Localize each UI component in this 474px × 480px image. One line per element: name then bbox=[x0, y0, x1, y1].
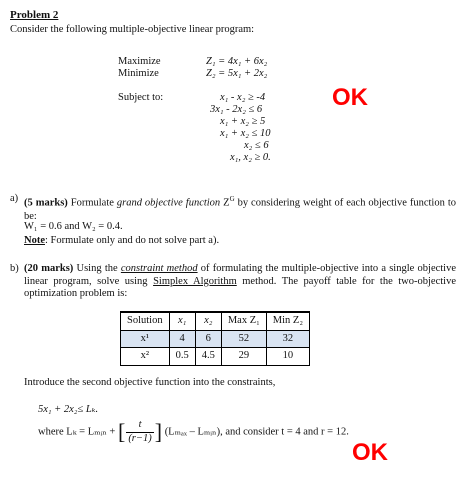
row1-x1: 4 bbox=[169, 330, 195, 348]
payoff-table bbox=[120, 311, 310, 366]
constraint-1: x₁ - x₂ ≥ -4 bbox=[220, 92, 266, 103]
fraction-denominator: (r−1) bbox=[128, 432, 152, 444]
problem-heading: Problem 2 bbox=[10, 9, 59, 21]
row1-solution: x¹ bbox=[121, 330, 170, 348]
row1-min-z2: 32 bbox=[266, 330, 309, 348]
part-a-text1: Formulate bbox=[67, 197, 117, 209]
where-prefix: where Lₖ = Lₘᵢₙ + bbox=[38, 426, 118, 438]
part-b-text1: Using the bbox=[73, 263, 121, 274]
header-x2: x₂ bbox=[195, 312, 221, 330]
part-a-text3: by considering weight of each objective function to be: bbox=[24, 197, 456, 222]
part-a-prefix: a) bbox=[10, 193, 19, 204]
part-b-text bbox=[24, 263, 456, 301]
part-b-marks: (20 marks) bbox=[24, 263, 74, 274]
row1-x2: 6 bbox=[195, 330, 221, 348]
left-bracket: [ bbox=[117, 419, 126, 444]
fraction bbox=[126, 419, 153, 445]
part-b-text3: method. The payoff table for the two-objective optimization problem is: bbox=[24, 275, 456, 299]
part-a-sup: G bbox=[229, 195, 235, 203]
part-b-prefix: b) bbox=[10, 263, 19, 274]
problem-intro: Consider the following multiple-objective linear program: bbox=[10, 24, 255, 35]
header-solution: Solution bbox=[121, 312, 170, 330]
part-a-term: grand objective function bbox=[116, 197, 221, 209]
fraction-numerator: t bbox=[126, 419, 153, 433]
table-row bbox=[121, 330, 310, 348]
subject-to-label: Subject to: bbox=[118, 92, 164, 103]
header-min-z2: Min Z₂ bbox=[266, 312, 309, 330]
note-text: : Formulate only and do not solve part a). bbox=[45, 235, 220, 246]
payoff-header-row bbox=[121, 312, 310, 330]
part-b-method: Simplex Algorithm bbox=[153, 275, 237, 287]
right-bracket: ] bbox=[154, 419, 163, 444]
introduce-line: Introduce the second objective function into the constraints, bbox=[24, 377, 276, 388]
row2-max-z1: 29 bbox=[221, 348, 266, 366]
note-line bbox=[24, 235, 219, 248]
minimize-label: Minimize bbox=[118, 68, 159, 79]
constraint-4: x₁ + x₂ ≤ 10 bbox=[220, 128, 271, 139]
part-b-term: constraint method bbox=[120, 263, 198, 274]
header-x1: x₁ bbox=[169, 312, 195, 330]
where-suffix: (Lₘₐₓ – Lₘᵢₙ), and consider t = 4 and r = 12. bbox=[162, 426, 349, 438]
constraint-6: x₁, x₂ ≥ 0. bbox=[230, 152, 271, 163]
constraint-2: 3x₁ - 2x₂ ≤ 6 bbox=[210, 104, 263, 115]
header-max-z1: Max Z₁ bbox=[221, 312, 266, 330]
part-a-marks: (5 marks) bbox=[24, 197, 68, 209]
row1-max-z1: 52 bbox=[221, 330, 266, 348]
table-row bbox=[121, 348, 310, 366]
part-a-text2: Z bbox=[220, 197, 230, 209]
part-a-text bbox=[24, 193, 456, 223]
part-b-text2: of formulating the multiple-objective into a single objective linear program, solve using bbox=[24, 263, 457, 287]
constraint-5: x₂ ≤ 6 bbox=[244, 140, 269, 151]
row2-x1: 0.5 bbox=[169, 348, 195, 366]
weights-line: W₁ = 0.6 and W₂ = 0.4. bbox=[24, 221, 123, 232]
row2-solution: x² bbox=[121, 348, 170, 366]
where-line bbox=[38, 419, 349, 445]
row2-x2: 4.5 bbox=[195, 348, 221, 366]
constraint-expression: 5x₁ + 2x₂≤ Lₖ. bbox=[38, 404, 99, 415]
objective-z1: Z₁ = 4x₁ + 6x₂ bbox=[206, 56, 268, 67]
ok-stamp-bottom: OK bbox=[352, 439, 388, 466]
maximize-label: Maximize bbox=[118, 56, 161, 67]
constraint-3: x₁ + x₂ ≥ 5 bbox=[220, 116, 266, 127]
ok-stamp-top: OK bbox=[332, 84, 368, 111]
row2-min-z2: 10 bbox=[266, 348, 309, 366]
objective-z2: Z₂ = 5x₁ + 2x₂ bbox=[206, 68, 268, 79]
note-label: Note bbox=[24, 235, 45, 246]
